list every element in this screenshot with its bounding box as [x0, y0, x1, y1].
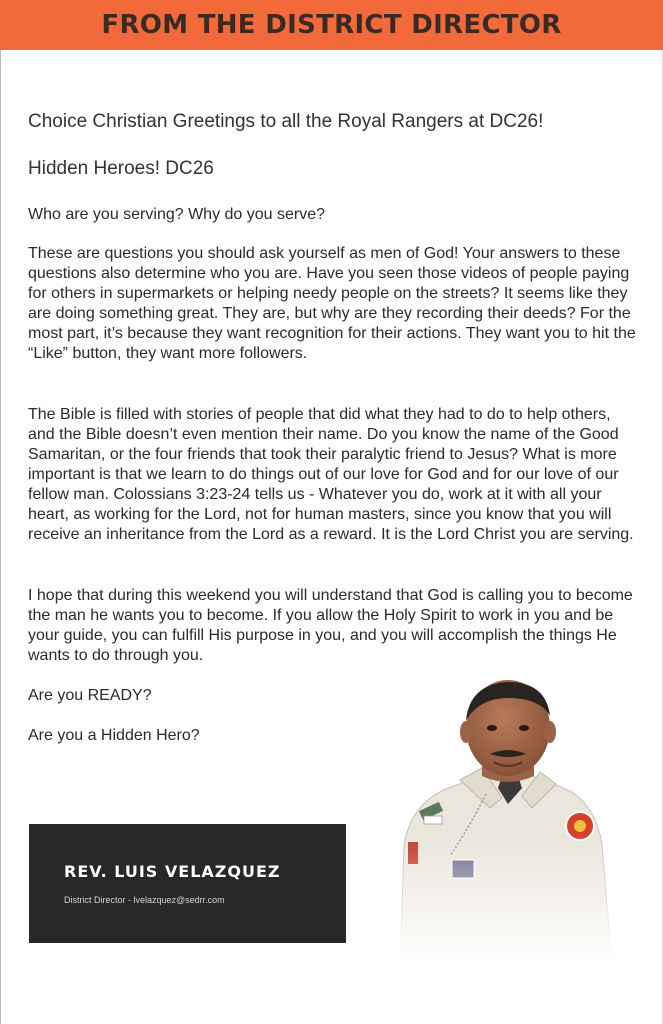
- director-role-email: District Director - lvelazquez@sedrr.com: [64, 895, 225, 905]
- paragraph-weekend: I hope that during this weekend you will understand that God is calling you to become the man he wants you to become. If you allow the Holy Spirit to work in you and be your guide, you can fulfill His purpose in you, and you will accomplish the things He wants to do through you.: [28, 587, 633, 664]
- page-title: FROM THE DISTRICT DIRECTOR: [101, 10, 562, 40]
- director-name: REV. LUIS VELAZQUEZ: [64, 862, 281, 881]
- intro-question: Who are you serving? Why do you serve?: [28, 206, 326, 223]
- greeting-heading: Choice Christian Greetings to all the Royal Rangers at DC26!: [28, 111, 544, 132]
- paragraph-bible: The Bible is filled with stories of people that did what they had to do to help others, and the Bible doesn’t even mention their name. Do you know the name of the Good Samaritan, or the four friends that took their paralytic friend to Jesus? What is more important is that we learn to do things out of our love for God and for our love of our fellow man. Colossians 3:23-24 tells us - Whatever you do, work at it with all your heart, as working for the Lord, not for human masters, since you know that you will receive an inheritance from the Lord as a reward. It is the Lord Christ you are serving.: [28, 406, 634, 543]
- director-portrait: [390, 676, 630, 966]
- header-banner: [0, 0, 663, 50]
- letter-subtitle: Hidden Heroes! DC26: [28, 158, 214, 179]
- paragraph-questions: These are questions you should ask yourself as men of God! Your answers to these questions also determine who you are. Have you seen those videos of people paying for others in supermarkets or helping needy people on the streets? It seems like they are doing something great. They are, but why are they recording their deeds? For the most part, it’s because they want recognition for their actions. They want you to hit the “Like” button, they want more followers.: [28, 245, 636, 362]
- signature-card: [29, 824, 346, 943]
- question-ready: Are you READY?: [28, 687, 152, 704]
- question-hidden-hero: Are you a Hidden Hero?: [28, 727, 200, 744]
- left-border-line: [0, 50, 1, 1024]
